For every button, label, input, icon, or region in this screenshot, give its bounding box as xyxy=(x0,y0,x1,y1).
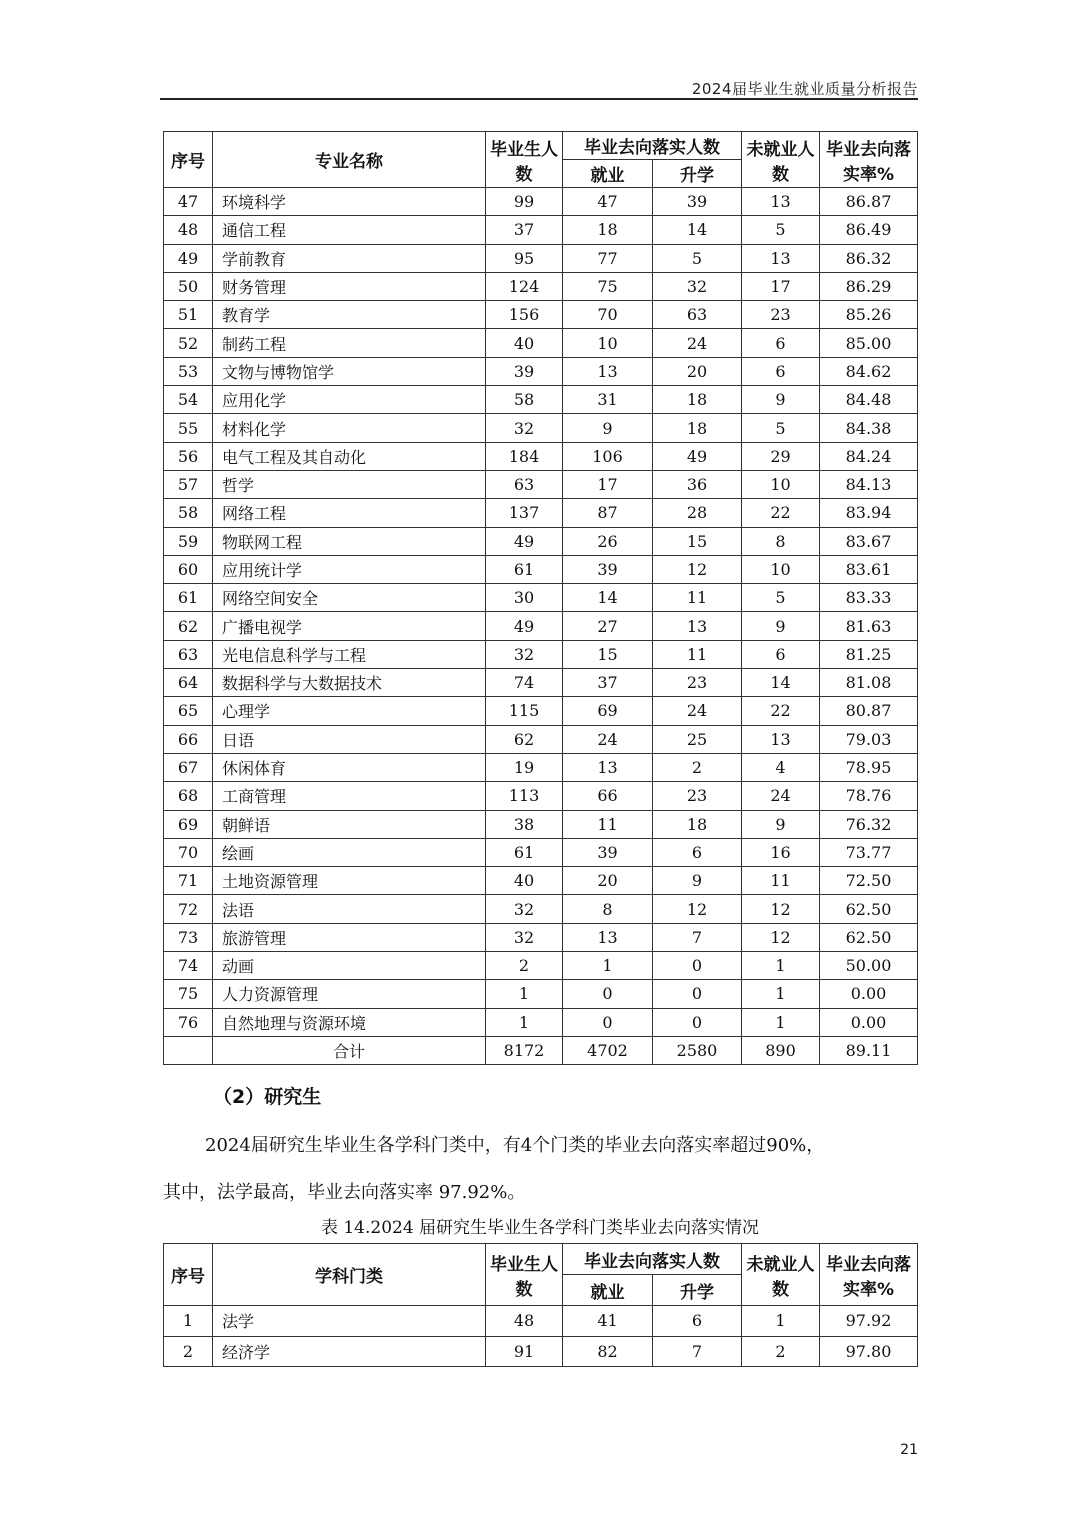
cell-seq: 75 xyxy=(164,980,213,1008)
table-row xyxy=(164,810,918,838)
header-further-study: 升学 xyxy=(653,160,742,188)
cell-name: 通信工程 xyxy=(213,216,486,244)
cell-rate: 86.29 xyxy=(820,272,918,300)
cell-graduates: 49 xyxy=(486,527,563,555)
cell-seq: 52 xyxy=(164,329,213,357)
cell-further-study: 11 xyxy=(653,584,742,612)
cell-further-study: 9 xyxy=(653,867,742,895)
cell-employed: 0 xyxy=(563,1008,653,1036)
header-rate: 毕业去向落实率% xyxy=(820,132,918,188)
cell-unemployed: 6 xyxy=(742,640,820,668)
cell-unemployed: 12 xyxy=(742,895,820,923)
cell-graduates: 40 xyxy=(486,329,563,357)
cell-seq: 1 xyxy=(164,1306,213,1337)
cell-further-study: 15 xyxy=(653,527,742,555)
cell-unemployed: 22 xyxy=(742,499,820,527)
cell-rate: 80.87 xyxy=(820,697,918,725)
grad-table-body xyxy=(164,1306,918,1367)
cell-unemployed: 5 xyxy=(742,216,820,244)
cell-rate: 84.48 xyxy=(820,386,918,414)
cell-name: 财务管理 xyxy=(213,272,486,300)
cell-rate: 73.77 xyxy=(820,838,918,866)
cell-seq: 76 xyxy=(164,1008,213,1036)
cell-seq: 73 xyxy=(164,923,213,951)
cell-employed: 8 xyxy=(563,895,653,923)
cell-seq: 51 xyxy=(164,301,213,329)
cell-name: 法学 xyxy=(213,1306,486,1337)
header-name: 专业名称 xyxy=(213,132,486,188)
cell-employed: 15 xyxy=(563,640,653,668)
cell-rate: 84.24 xyxy=(820,442,918,470)
cell-seq: 54 xyxy=(164,386,213,414)
cell-employed: 13 xyxy=(563,753,653,781)
cell-rate: 84.38 xyxy=(820,414,918,442)
table-row xyxy=(164,753,918,781)
cell-rate: 79.03 xyxy=(820,725,918,753)
cell-employed: 47 xyxy=(563,188,653,216)
table-row xyxy=(164,669,918,697)
cell-unemployed: 4 xyxy=(742,753,820,781)
cell-seq: 61 xyxy=(164,584,213,612)
cell-graduates: 2 xyxy=(486,952,563,980)
report-header-title: 2024届毕业生就业质量分析报告 xyxy=(691,80,918,98)
cell-employed: 27 xyxy=(563,612,653,640)
cell-name: 自然地理与资源环境 xyxy=(213,1008,486,1036)
cell-seq: 63 xyxy=(164,640,213,668)
cell-employed: 66 xyxy=(563,782,653,810)
cell-unemployed: 10 xyxy=(742,470,820,498)
cell-further-study: 6 xyxy=(653,1306,742,1337)
cell-rate: 81.63 xyxy=(820,612,918,640)
table-row xyxy=(164,329,918,357)
cell-graduates: 61 xyxy=(486,555,563,583)
cell-graduates: 95 xyxy=(486,244,563,272)
total-label: 合计 xyxy=(213,1036,486,1064)
cell-graduates: 32 xyxy=(486,895,563,923)
table-row xyxy=(164,867,918,895)
cell-employed: 31 xyxy=(563,386,653,414)
cell-graduates: 58 xyxy=(486,386,563,414)
cell-unemployed: 11 xyxy=(742,867,820,895)
cell-seq: 74 xyxy=(164,952,213,980)
total-rate: 89.11 xyxy=(820,1036,918,1064)
cell-unemployed: 5 xyxy=(742,414,820,442)
cell-rate: 84.62 xyxy=(820,357,918,385)
cell-name: 土地资源管理 xyxy=(213,867,486,895)
table-row xyxy=(164,527,918,555)
cell-employed: 20 xyxy=(563,867,653,895)
cell-further-study: 12 xyxy=(653,555,742,583)
cell-further-study: 25 xyxy=(653,725,742,753)
cell-name: 数据科学与大数据技术 xyxy=(213,669,486,697)
table-row xyxy=(164,470,918,498)
header-seq: 序号 xyxy=(164,132,213,188)
cell-seq: 53 xyxy=(164,357,213,385)
cell-employed: 39 xyxy=(563,838,653,866)
cell-unemployed: 1 xyxy=(742,1008,820,1036)
cell-rate: 83.67 xyxy=(820,527,918,555)
cell-seq: 50 xyxy=(164,272,213,300)
section-heading: （2）研究生 xyxy=(213,1086,322,1108)
cell-graduates: 184 xyxy=(486,442,563,470)
cell-unemployed: 13 xyxy=(742,244,820,272)
cell-seq: 56 xyxy=(164,442,213,470)
cell-name: 应用统计学 xyxy=(213,555,486,583)
grad-header-rate: 毕业去向落实率% xyxy=(820,1244,918,1306)
cell-unemployed: 29 xyxy=(742,442,820,470)
header-unemployed: 未就业人数 xyxy=(742,132,820,188)
cell-graduates: 32 xyxy=(486,414,563,442)
cell-graduates: 32 xyxy=(486,923,563,951)
cell-rate: 97.92 xyxy=(820,1306,918,1337)
header-graduates: 毕业生人数 xyxy=(486,132,563,188)
cell-name: 广播电视学 xyxy=(213,612,486,640)
cell-rate: 97.80 xyxy=(820,1336,918,1367)
cell-name: 材料化学 xyxy=(213,414,486,442)
cell-employed: 75 xyxy=(563,272,653,300)
total-employed: 4702 xyxy=(563,1036,653,1064)
cell-seq: 69 xyxy=(164,810,213,838)
cell-employed: 69 xyxy=(563,697,653,725)
cell-further-study: 28 xyxy=(653,499,742,527)
cell-employed: 77 xyxy=(563,244,653,272)
table-caption: 表 14.2024 届研究生毕业生各学科门类毕业去向落实情况 xyxy=(320,1218,760,1238)
cell-seq: 70 xyxy=(164,838,213,866)
cell-name: 日语 xyxy=(213,725,486,753)
table-row xyxy=(164,1306,918,1337)
cell-name: 制药工程 xyxy=(213,329,486,357)
cell-graduates: 40 xyxy=(486,867,563,895)
cell-graduates: 91 xyxy=(486,1336,563,1367)
cell-seq: 72 xyxy=(164,895,213,923)
cell-further-study: 18 xyxy=(653,414,742,442)
total-seq xyxy=(164,1036,213,1064)
grad-header-placed-group: 毕业去向落实人数 xyxy=(563,1244,742,1275)
cell-employed: 13 xyxy=(563,357,653,385)
table-row xyxy=(164,584,918,612)
cell-unemployed: 13 xyxy=(742,188,820,216)
cell-seq: 48 xyxy=(164,216,213,244)
cell-name: 绘画 xyxy=(213,838,486,866)
cell-rate: 85.26 xyxy=(820,301,918,329)
cell-rate: 78.76 xyxy=(820,782,918,810)
cell-further-study: 36 xyxy=(653,470,742,498)
total-row xyxy=(164,1036,918,1064)
cell-employed: 10 xyxy=(563,329,653,357)
cell-seq: 66 xyxy=(164,725,213,753)
cell-further-study: 18 xyxy=(653,810,742,838)
cell-employed: 11 xyxy=(563,810,653,838)
table-row xyxy=(164,697,918,725)
cell-rate: 81.25 xyxy=(820,640,918,668)
cell-unemployed: 1 xyxy=(742,980,820,1008)
cell-further-study: 20 xyxy=(653,357,742,385)
cell-unemployed: 13 xyxy=(742,725,820,753)
grad-header-name: 学科门类 xyxy=(213,1244,486,1306)
cell-seq: 59 xyxy=(164,527,213,555)
cell-unemployed: 6 xyxy=(742,357,820,385)
header-placed-group: 毕业去向落实人数 xyxy=(563,132,742,160)
table-row xyxy=(164,640,918,668)
table-row xyxy=(164,272,918,300)
cell-employed: 13 xyxy=(563,923,653,951)
cell-graduates: 39 xyxy=(486,357,563,385)
cell-further-study: 7 xyxy=(653,1336,742,1367)
table-row xyxy=(164,1008,918,1036)
cell-graduates: 30 xyxy=(486,584,563,612)
grad-header-seq: 序号 xyxy=(164,1244,213,1306)
cell-graduates: 115 xyxy=(486,697,563,725)
cell-further-study: 18 xyxy=(653,386,742,414)
cell-unemployed: 9 xyxy=(742,386,820,414)
cell-graduates: 49 xyxy=(486,612,563,640)
cell-further-study: 5 xyxy=(653,244,742,272)
cell-name: 工商管理 xyxy=(213,782,486,810)
cell-name: 教育学 xyxy=(213,301,486,329)
cell-unemployed: 23 xyxy=(742,301,820,329)
cell-rate: 83.94 xyxy=(820,499,918,527)
cell-rate: 50.00 xyxy=(820,952,918,980)
table-row xyxy=(164,414,918,442)
cell-unemployed: 22 xyxy=(742,697,820,725)
cell-employed: 87 xyxy=(563,499,653,527)
cell-graduates: 38 xyxy=(486,810,563,838)
header-employed: 就业 xyxy=(563,160,653,188)
table-row xyxy=(164,952,918,980)
cell-seq: 71 xyxy=(164,867,213,895)
cell-further-study: 11 xyxy=(653,640,742,668)
cell-graduates: 113 xyxy=(486,782,563,810)
cell-graduates: 1 xyxy=(486,980,563,1008)
undergrad-table-body xyxy=(164,188,918,1037)
cell-graduates: 99 xyxy=(486,188,563,216)
cell-name: 网络空间安全 xyxy=(213,584,486,612)
cell-name: 光电信息科学与工程 xyxy=(213,640,486,668)
cell-unemployed: 6 xyxy=(742,329,820,357)
cell-further-study: 12 xyxy=(653,895,742,923)
table-row xyxy=(164,386,918,414)
total-graduates: 8172 xyxy=(486,1036,563,1064)
cell-name: 朝鲜语 xyxy=(213,810,486,838)
cell-name: 动画 xyxy=(213,952,486,980)
cell-name: 电气工程及其自动化 xyxy=(213,442,486,470)
cell-further-study: 39 xyxy=(653,188,742,216)
cell-unemployed: 1 xyxy=(742,1306,820,1337)
table-row xyxy=(164,838,918,866)
cell-rate: 81.08 xyxy=(820,669,918,697)
grad-header-further-study: 升学 xyxy=(653,1275,742,1306)
grad-header-employed: 就业 xyxy=(563,1275,653,1306)
cell-name: 环境科学 xyxy=(213,188,486,216)
cell-name: 法语 xyxy=(213,895,486,923)
cell-seq: 49 xyxy=(164,244,213,272)
cell-seq: 67 xyxy=(164,753,213,781)
cell-rate: 0.00 xyxy=(820,1008,918,1036)
cell-further-study: 49 xyxy=(653,442,742,470)
cell-graduates: 61 xyxy=(486,838,563,866)
paragraph-line-2: 其中，法学最高，毕业去向落实率 97.92%。 xyxy=(163,1182,526,1203)
cell-graduates: 1 xyxy=(486,1008,563,1036)
grad-header-graduates: 毕业生人数 xyxy=(486,1244,563,1306)
cell-employed: 18 xyxy=(563,216,653,244)
cell-further-study: 2 xyxy=(653,753,742,781)
cell-name: 哲学 xyxy=(213,470,486,498)
total-unemployed: 890 xyxy=(742,1036,820,1064)
cell-further-study: 24 xyxy=(653,329,742,357)
cell-unemployed: 12 xyxy=(742,923,820,951)
cell-unemployed: 2 xyxy=(742,1336,820,1367)
table-row xyxy=(164,612,918,640)
cell-rate: 86.32 xyxy=(820,244,918,272)
cell-graduates: 74 xyxy=(486,669,563,697)
cell-rate: 85.00 xyxy=(820,329,918,357)
cell-name: 应用化学 xyxy=(213,386,486,414)
cell-employed: 39 xyxy=(563,555,653,583)
cell-name: 休闲体育 xyxy=(213,753,486,781)
cell-name: 旅游管理 xyxy=(213,923,486,951)
table-row xyxy=(164,923,918,951)
cell-further-study: 63 xyxy=(653,301,742,329)
cell-employed: 14 xyxy=(563,584,653,612)
cell-graduates: 19 xyxy=(486,753,563,781)
total-further-study: 2580 xyxy=(653,1036,742,1064)
cell-unemployed: 5 xyxy=(742,584,820,612)
cell-name: 网络工程 xyxy=(213,499,486,527)
cell-employed: 1 xyxy=(563,952,653,980)
cell-unemployed: 8 xyxy=(742,527,820,555)
cell-further-study: 24 xyxy=(653,697,742,725)
undergrad-table xyxy=(163,131,918,1065)
grad-table xyxy=(163,1243,918,1367)
cell-employed: 41 xyxy=(563,1306,653,1337)
cell-name: 文物与博物馆学 xyxy=(213,357,486,385)
table-row xyxy=(164,782,918,810)
cell-employed: 0 xyxy=(563,980,653,1008)
cell-unemployed: 10 xyxy=(742,555,820,583)
cell-seq: 55 xyxy=(164,414,213,442)
page-number: 21 xyxy=(900,1442,918,1458)
cell-further-study: 0 xyxy=(653,952,742,980)
cell-unemployed: 14 xyxy=(742,669,820,697)
cell-unemployed: 9 xyxy=(742,810,820,838)
table-row xyxy=(164,301,918,329)
cell-graduates: 48 xyxy=(486,1306,563,1337)
cell-unemployed: 24 xyxy=(742,782,820,810)
cell-rate: 86.49 xyxy=(820,216,918,244)
cell-employed: 82 xyxy=(563,1336,653,1367)
cell-further-study: 13 xyxy=(653,612,742,640)
cell-further-study: 6 xyxy=(653,838,742,866)
table-row xyxy=(164,216,918,244)
cell-seq: 62 xyxy=(164,612,213,640)
cell-employed: 26 xyxy=(563,527,653,555)
cell-seq: 68 xyxy=(164,782,213,810)
cell-graduates: 37 xyxy=(486,216,563,244)
cell-seq: 2 xyxy=(164,1336,213,1367)
table-row xyxy=(164,725,918,753)
cell-further-study: 23 xyxy=(653,782,742,810)
cell-rate: 78.95 xyxy=(820,753,918,781)
cell-further-study: 0 xyxy=(653,1008,742,1036)
table-row xyxy=(164,188,918,216)
cell-employed: 70 xyxy=(563,301,653,329)
cell-rate: 84.13 xyxy=(820,470,918,498)
table-row xyxy=(164,499,918,527)
cell-rate: 76.32 xyxy=(820,810,918,838)
paragraph-line-1: 2024届研究生毕业生各学科门类中，有4个门类的毕业去向落实率超过90%， xyxy=(205,1135,825,1156)
cell-employed: 9 xyxy=(563,414,653,442)
cell-further-study: 14 xyxy=(653,216,742,244)
cell-rate: 86.87 xyxy=(820,188,918,216)
cell-rate: 72.50 xyxy=(820,867,918,895)
cell-graduates: 32 xyxy=(486,640,563,668)
cell-seq: 47 xyxy=(164,188,213,216)
table-row xyxy=(164,244,918,272)
cell-seq: 58 xyxy=(164,499,213,527)
cell-graduates: 63 xyxy=(486,470,563,498)
cell-further-study: 23 xyxy=(653,669,742,697)
cell-further-study: 0 xyxy=(653,980,742,1008)
cell-seq: 64 xyxy=(164,669,213,697)
cell-unemployed: 1 xyxy=(742,952,820,980)
table-row xyxy=(164,357,918,385)
cell-employed: 37 xyxy=(563,669,653,697)
cell-graduates: 124 xyxy=(486,272,563,300)
cell-graduates: 62 xyxy=(486,725,563,753)
table-row xyxy=(164,895,918,923)
table-row xyxy=(164,555,918,583)
cell-rate: 62.50 xyxy=(820,895,918,923)
cell-name: 心理学 xyxy=(213,697,486,725)
cell-employed: 17 xyxy=(563,470,653,498)
cell-further-study: 32 xyxy=(653,272,742,300)
cell-graduates: 156 xyxy=(486,301,563,329)
cell-rate: 83.61 xyxy=(820,555,918,583)
cell-name: 经济学 xyxy=(213,1336,486,1367)
table-row xyxy=(164,980,918,1008)
cell-unemployed: 9 xyxy=(742,612,820,640)
cell-seq: 57 xyxy=(164,470,213,498)
cell-name: 学前教育 xyxy=(213,244,486,272)
table-row xyxy=(164,442,918,470)
cell-unemployed: 16 xyxy=(742,838,820,866)
header-rule xyxy=(160,98,918,100)
cell-seq: 65 xyxy=(164,697,213,725)
cell-rate: 83.33 xyxy=(820,584,918,612)
cell-employed: 106 xyxy=(563,442,653,470)
table-row xyxy=(164,1336,918,1367)
cell-rate: 0.00 xyxy=(820,980,918,1008)
cell-employed: 24 xyxy=(563,725,653,753)
cell-name: 人力资源管理 xyxy=(213,980,486,1008)
cell-name: 物联网工程 xyxy=(213,527,486,555)
cell-unemployed: 17 xyxy=(742,272,820,300)
cell-further-study: 7 xyxy=(653,923,742,951)
grad-header-unemployed: 未就业人数 xyxy=(742,1244,820,1306)
cell-graduates: 137 xyxy=(486,499,563,527)
cell-rate: 62.50 xyxy=(820,923,918,951)
cell-seq: 60 xyxy=(164,555,213,583)
